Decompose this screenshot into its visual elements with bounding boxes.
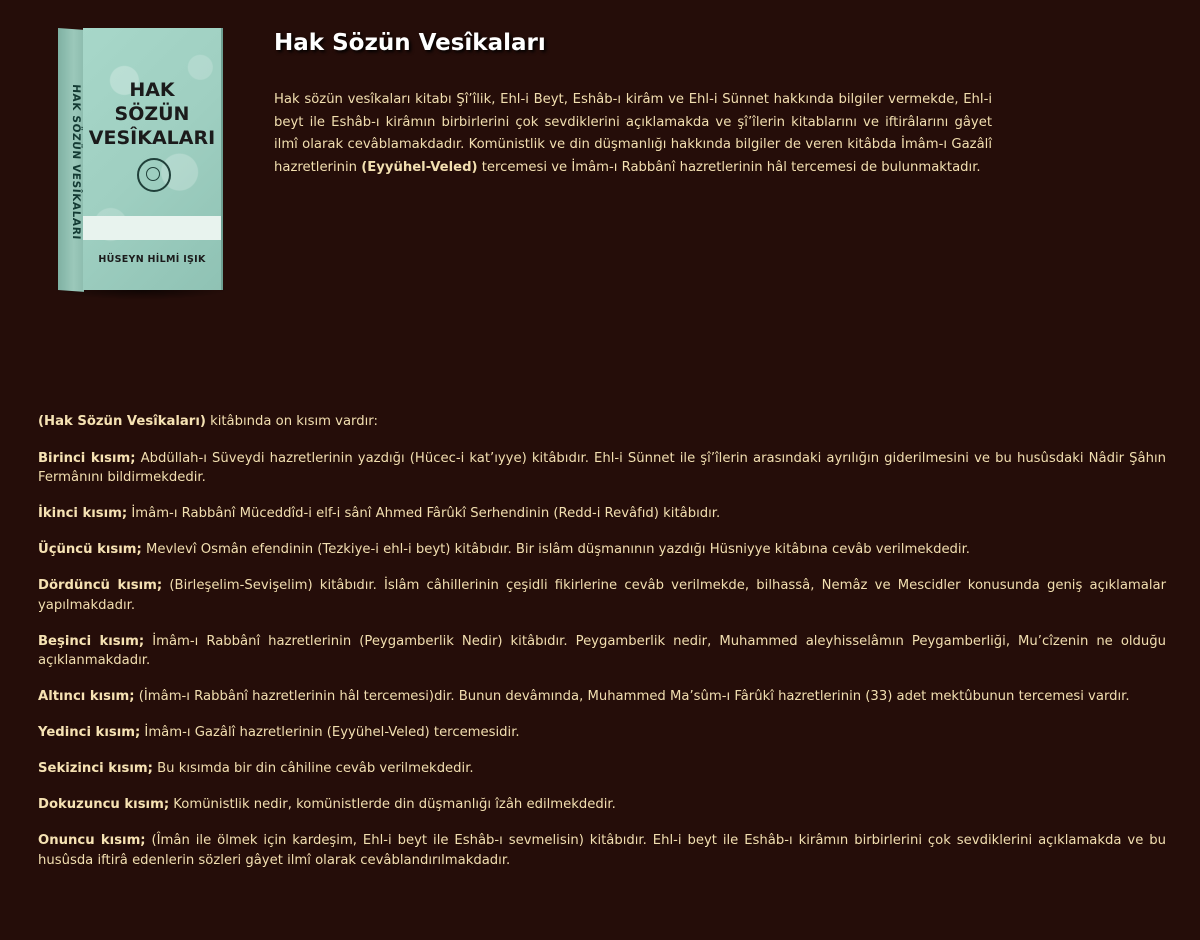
section-item <box>38 449 1166 488</box>
intro-bold-text: (Eyyühel-Veled) <box>361 159 478 175</box>
sections-content <box>38 412 1166 887</box>
intro-text-end: tercemesi ve İmâm-ı Rabbânî hazretlerinin hâl tercemesi de bulunmaktadır. <box>477 159 981 175</box>
section-label: Dokuzuncu kısım; <box>38 797 170 812</box>
lead-bold-text: (Hak Sözün Vesîkaları) <box>38 414 206 429</box>
section-item <box>38 795 1166 815</box>
section-item <box>38 632 1166 671</box>
section-text: (İmâm-ı Rabbânî hazretlerinin hâl tercemesi)dir. Bunun devâmında, Muhammed Ma’sûm-ı Fârûkî hazretlerinin (33) adet mektûbunun tercemesi vardır. <box>134 689 1130 704</box>
book-cover-title <box>83 78 221 150</box>
book-spine-text: HAK SÖZÜN VESÎKALARI <box>70 84 82 241</box>
section-item <box>38 831 1166 870</box>
section-label: Yedinci kısım; <box>38 725 141 740</box>
section-text: Abdüllah-ı Süveydi hazretlerinin yazdığı (Hücec-i kat’ıyye) kitâbıdır. Ehl-i Sünnet ile şî’îlerin arasındaki ayrılığın giderilmesini ve bu husûsdaki Nâdir Şâhın Fermânını bildirmekdedir. <box>38 450 1166 485</box>
section-item <box>38 723 1166 743</box>
book-cover-author: HÜSEYN HİLMİ IŞIK <box>98 254 206 265</box>
section-label: Sekizinci kısım; <box>38 761 153 776</box>
section-item <box>38 687 1166 707</box>
section-label: Altıncı kısım; <box>38 689 135 704</box>
section-label: İkinci kısım; <box>38 506 128 521</box>
sections-list <box>38 449 1166 871</box>
sections-lead <box>38 412 1166 432</box>
book-cover-band <box>83 216 221 240</box>
book-cover-title-line: HAK <box>129 79 175 101</box>
book-cover-title-line: VESÎKALARI <box>88 127 216 149</box>
publisher-seal-icon <box>137 158 171 192</box>
section-label: Birinci kısım; <box>38 450 136 466</box>
section-label: Üçüncü kısım; <box>38 542 142 557</box>
section-text: Bu kısımda bir din câhiline cevâb verilmekdedir. <box>152 761 474 776</box>
book-spine <box>58 28 84 292</box>
section-text: (Îmân ile ölmek için kardeşim, Ehl-i beyt ile Eshâb-ı sevmelisin) kitâbıdır. Ehl-i beyt ile Eshâb-ı kirâmın birbirlerini çok sevdiklerini açıklamakda ve bu husûsda iftirâ edenlerin sözleri gâyet ilmî olarak cevâblandırılmakdadır. <box>38 833 1166 868</box>
section-text: (Birleşelim-Sevişelim) kitâbıdır. İslâm câhillerinin çeşidli fikirlerine cevâb verilmekde, bilhassâ, Nemâz ve Mescidler konusunda geniş açıklamalar yapılmakdadır. <box>38 578 1166 613</box>
intro-text: Hak sözün vesîkaları kitabı Şî’îlik, Ehl-i Beyt, Eshâb-ı kirâm ve Ehl-i Sünnet hakkında bilgiler vermekde, Ehl-i beyt ile Eshâb-ı kirâmın birbirlerini çok sevdiklerini açıklamakda ve şî’îlerin kitablarını ve iftirâlarını gâyet ilmî olarak cevâblamakdadır. Komünistlik ve din düşmanlığı hakkında bilgiler de veren kitâbda İmâm-ı Gazâlî hazretlerinin <box>274 92 992 175</box>
section-text: Komünistlik nedir, komünistlerde din düşmanlığı îzâh edilmekdedir. <box>169 797 616 812</box>
section-item <box>38 504 1166 524</box>
section-label: Dördüncü kısım; <box>38 578 163 593</box>
section-item <box>38 759 1166 779</box>
intro-paragraph <box>274 89 992 179</box>
book-cover-title-line: SÖZÜN <box>114 103 190 125</box>
section-item <box>38 540 1166 560</box>
section-item <box>38 576 1166 615</box>
lead-text: kitâbında on kısım vardır: <box>205 414 378 429</box>
section-label: Onuncu kısım; <box>38 833 146 848</box>
section-text: İmâm-ı Rabbânî Müceddîd-i elf-i sânî Ahmed Fârûkî Serhendinin (Redd-i Revâfıd) kitâbıdır. <box>127 506 721 521</box>
section-text: Mevlevî Osmân efendinin (Tezkiye-i ehl-i beyt) kitâbıdır. Bir islâm düşmanının yazdığı Hüsniyye kitâbına cevâb verilmekdedir. <box>141 542 970 557</box>
section-text: İmâm-ı Rabbânî hazretlerinin (Peygamberlik Nedir) kitâbıdır. Peygamberlik nedir, Muhammed aleyhisselâmın Peygamberliği, Mu’cîzenin ne olduğu açıklanmakdadır. <box>38 633 1167 668</box>
page-title: Hak Sözün Vesîkaları <box>274 30 546 56</box>
section-text: İmâm-ı Gazâlî hazretlerinin (Eyyühel-Veled) tercemesidir. <box>140 725 520 740</box>
book-cover-image <box>38 28 228 293</box>
book-front-cover <box>83 28 223 290</box>
section-label: Beşinci kısım; <box>38 633 145 649</box>
